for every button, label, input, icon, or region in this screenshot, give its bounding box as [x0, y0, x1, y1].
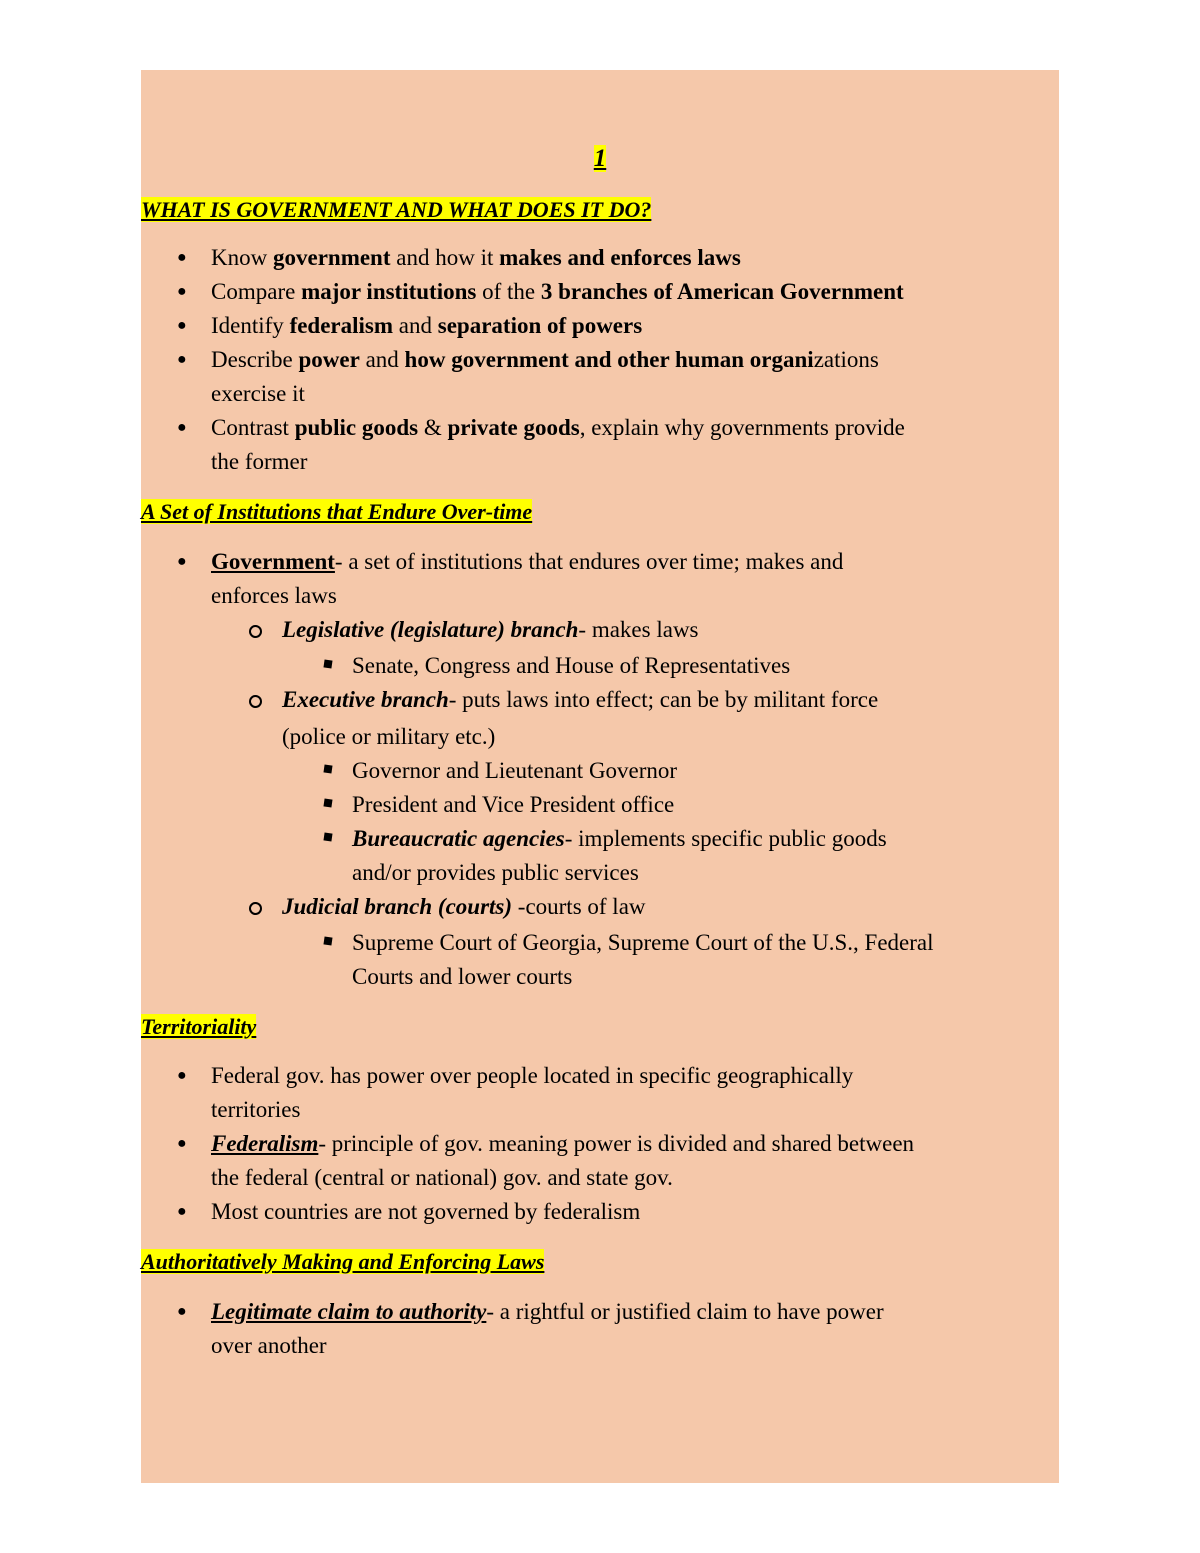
square-bullet-icon — [323, 659, 332, 668]
section-heading-what-is-government: WHAT IS GOVERNMENT AND WHAT DOES IT DO? — [141, 197, 652, 222]
list-item: Federal gov. has power over people located in specific geographically — [211, 1063, 854, 1088]
list-item: Describe power and how government and other human organizations — [211, 347, 879, 372]
bullet-icon: ● — [177, 1135, 187, 1152]
list-item: Senate, Congress and House of Representatives — [352, 653, 791, 678]
list-item-continuation: over another — [211, 1333, 327, 1358]
hollow-circle-bullet-icon — [249, 625, 262, 638]
list-item-continuation: territories — [211, 1097, 301, 1122]
definition-executive-branch: Executive branch- puts laws into effect; can be by militant force — [282, 687, 879, 712]
bullet-icon: ● — [177, 317, 187, 334]
section-heading-institutions: A Set of Institutions that Endure Over-time — [141, 499, 533, 524]
page-number: 1 — [593, 145, 607, 172]
list-item: Identify federalism and separation of powers — [211, 313, 643, 338]
list-item-continuation: and/or provides public services — [352, 860, 639, 885]
list-item: President and Vice President office — [352, 792, 675, 817]
hollow-circle-bullet-icon — [249, 902, 262, 915]
bullet-icon: ● — [177, 283, 187, 300]
bullet-icon: ● — [177, 351, 187, 368]
list-item-continuation: enforces laws — [211, 583, 337, 608]
definition-government: Government- a set of institutions that endures over time; makes and — [211, 549, 844, 574]
bullet-icon: ● — [177, 419, 187, 436]
definition-judicial-branch: Judicial branch (courts) -courts of law — [282, 894, 646, 919]
list-item: Compare major institutions of the 3 branches of American Government — [211, 279, 904, 304]
definition-legislative-branch: Legislative (legislature) branch- makes laws — [282, 617, 699, 642]
list-item: Governor and Lieutenant Governor — [352, 758, 678, 783]
square-bullet-icon — [323, 764, 332, 773]
square-bullet-icon — [323, 936, 332, 945]
section-heading-authoritatively: Authoritatively Making and Enforcing Laws — [141, 1249, 545, 1274]
list-item-continuation: exercise it — [211, 381, 305, 406]
bullet-icon: ● — [177, 553, 187, 570]
document-page — [141, 70, 1059, 1483]
list-item: Contrast public goods & private goods, explain why governments provide — [211, 415, 905, 440]
list-item: Know government and how it makes and enforces laws — [211, 245, 741, 270]
list-item-continuation: Courts and lower courts — [352, 964, 573, 989]
square-bullet-icon — [323, 798, 332, 807]
list-item-continuation: the former — [211, 449, 308, 474]
list-item-continuation: the federal (central or national) gov. and state gov. — [211, 1165, 673, 1190]
list-item: Supreme Court of Georgia, Supreme Court of the U.S., Federal — [352, 930, 934, 955]
list-item: Bureaucratic agencies- implements specific public goods — [352, 826, 887, 851]
hollow-circle-bullet-icon — [249, 695, 262, 708]
definition-legitimate-claim: Legitimate claim to authority- a rightful or justified claim to have power — [211, 1299, 884, 1324]
bullet-icon: ● — [177, 249, 187, 266]
list-item-continuation: (police or military etc.) — [282, 724, 496, 749]
list-item: Most countries are not governed by federalism — [211, 1199, 641, 1224]
bullet-icon: ● — [177, 1203, 187, 1220]
bullet-icon: ● — [177, 1067, 187, 1084]
bullet-icon: ● — [177, 1303, 187, 1320]
section-heading-territoriality: Territoriality — [141, 1014, 257, 1039]
square-bullet-icon — [323, 832, 332, 841]
definition-federalism: Federalism- principle of gov. meaning power is divided and shared between — [211, 1131, 915, 1156]
